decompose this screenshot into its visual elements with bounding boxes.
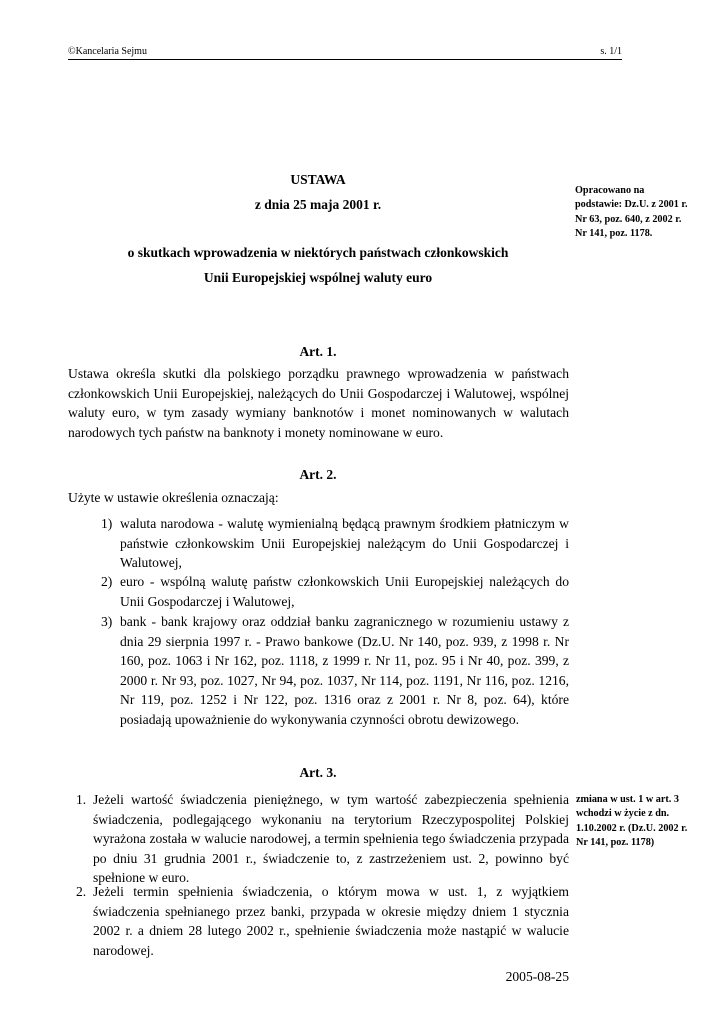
article-1-text: Ustawa określa skutki dla polskiego porządku prawnego wprowadzenia w państwach członkowskich Unii Europejskiej, należących do Unii Gospodarczej i Walutowej, wspólnej waluty euro, w tym zasady wymiany banknotów i monet nominowanych w walutach narodowych tych państw na banknoty i monety nominowane w euro. bbox=[68, 366, 569, 440]
document-date: 2005-08-25 bbox=[505, 969, 569, 984]
paragraph-text: Jeżeli wartość świadczenia pieniężnego, w tym wartość zabezpieczenia spełnienia świadczenia, podlegającego wykonaniu na terytorium Rzeczypospolitej Polskiej wyrażona została w walucie narodowej, a termin spełnienia tego świadczenia przypada po dniu 31 grudnia 2001 r., świadczenie to, z zastrzeżeniem ust. 2, powinno być spełnione w euro. bbox=[93, 792, 569, 885]
header-source: ©Kancelaria Sejmu bbox=[68, 46, 147, 57]
side-note-source: Opracowano na podstawie: Dz.U. z 2001 r. Nr 63, poz. 640, z 2002 r. Nr 141, poz. 1178. bbox=[575, 185, 688, 240]
act-type-title: USTAWA bbox=[290, 172, 346, 187]
page-header bbox=[68, 46, 622, 60]
item-number: 3) bbox=[101, 614, 113, 629]
paragraph-number: 1. bbox=[76, 792, 87, 807]
paragraph-number: 2. bbox=[76, 884, 87, 899]
item-text: euro - wspólną walutę państw członkowskich Unii Europejskiej należących do Unii Gospodarczej i Walutowej, bbox=[120, 574, 569, 609]
article-1-heading: Art. 1. bbox=[299, 344, 337, 359]
paragraph-text: Jeżeli termin spełnienia świadczenia, o którym mowa w ust. 1, z wyjątkiem świadczenia spełnianego przez banki, przypada w okresie między dniem 1 stycznia 2002 r. a dniem 28 lutego 2002 r., spełnienie świadczenia może nastąpić w walucie narodowej. bbox=[93, 884, 569, 958]
header-page-number: s. 1/1 bbox=[600, 46, 622, 57]
side-note-amendment: zmiana w ust. 1 w art. 3 wchodzi w życie z dn. 1.10.2002 r. (Dz.U. 2002 r. Nr 141, poz. 1178) bbox=[576, 794, 688, 849]
article-2-heading: Art. 2. bbox=[299, 467, 337, 482]
item-text: bank - bank krajowy oraz oddział banku zagranicznego w rozumieniu ustawy z dnia 29 sierpnia 1997 r. - Prawo bankowe (Dz.U. Nr 140, poz. 939, z 1998 r. Nr 160, poz. 1063 i Nr 162, poz. 1118, z 1999 r. Nr 11, poz. 95 i Nr 40, poz. 399, z 2000 r. Nr 93, poz. 1027, Nr 94, poz. 1037, Nr 114, poz. 1191, Nr 116, poz. 1216, Nr 119, poz. 1252 i Nr 122, poz. 1316 oraz z 2001 r. Nr 8, poz. 64), które posiadają upoważnienie do wykonywania czynności obrotu dewizowego. bbox=[120, 614, 569, 727]
item-number: 1) bbox=[101, 516, 113, 531]
article-3-heading: Art. 3. bbox=[299, 765, 337, 780]
item-number: 2) bbox=[101, 574, 113, 589]
item-text: waluta narodowa - walutę wymienialną będącą prawnym środkiem płatniczym w państwie członkowskim Unii Europejskiej należącym do Unii Gospodarczej i Walutowej, bbox=[120, 516, 569, 570]
act-subject-line-2: Unii Europejskiej wspólnej waluty euro bbox=[203, 270, 433, 285]
article-2-intro: Użyte w ustawie określenia oznaczają: bbox=[68, 490, 279, 505]
act-date: z dnia 25 maja 2001 r. bbox=[254, 197, 382, 212]
act-subject-line-1: o skutkach wprowadzenia w niektórych państwach członkowskich bbox=[127, 245, 509, 260]
